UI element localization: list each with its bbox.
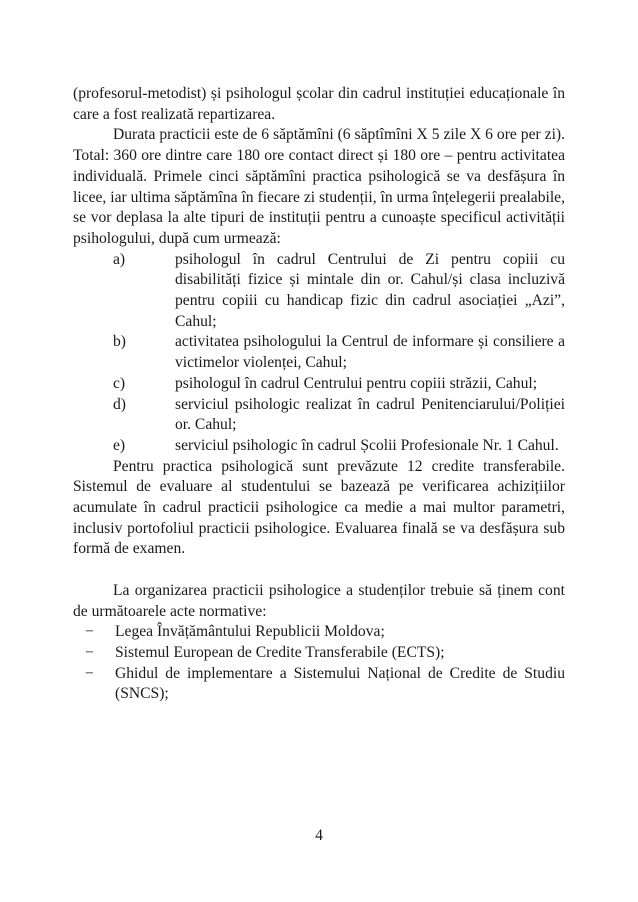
- list-item: [73, 250, 565, 333]
- dash-marker: −: [85, 623, 94, 641]
- page-number: 4: [315, 827, 323, 844]
- list-item-text: serviciul psihologic în cadrul Școlii Profesionale Nr. 1 Cahul.: [175, 436, 559, 454]
- list-item-text: activitatea psihologului la Centrul de informare și consiliere a victimelor violenței, Cahul;: [175, 333, 565, 372]
- list-item: [73, 622, 565, 643]
- list-item: [73, 332, 565, 373]
- paragraph-normative-acts: La organizarea practicii psihologice a studenților trebuie să ținem cont de următoarele acte normative:: [73, 581, 565, 620]
- dash-marker: −: [85, 643, 94, 661]
- list-item-text: Ghidul de implementare a Sistemului Național de Credite de Studiu (SNCS);: [115, 664, 565, 703]
- list-item-text: psihologul în cadrul Centrului de Zi pentru copiii cu disabilități fizice și mintale din or. Cahul/și clasa incluzivă pentru copiii cu handicap fizic din cadrul asociației „Azi”, Cahul;: [175, 250, 565, 330]
- dash-marker: −: [85, 664, 94, 682]
- list-item-text: serviciul psihologic realizat în cadrul Penitenciarului/Poliției or. Cahul;: [175, 395, 565, 434]
- paragraph-continuation: (profesorul-metodist) și psihologul școlar din cadrul instituției educaționale în care a fost realizată repartizarea.: [73, 85, 565, 123]
- normative-acts-list: [73, 622, 565, 705]
- list-item-text: psihologul în cadrul Centrului pentru copiii străzii, Cahul;: [175, 374, 538, 392]
- list-item: [73, 374, 565, 395]
- paragraph-gap: [73, 560, 565, 581]
- list-marker: c): [113, 374, 126, 392]
- list-marker: b): [113, 333, 126, 351]
- list-item: [73, 664, 565, 705]
- list-marker: a): [113, 250, 126, 268]
- list-marker: e): [113, 436, 126, 454]
- list-item-text: Legea Învățământului Republicii Moldova;: [115, 623, 385, 641]
- paragraph-credits: Pentru practica psihologică sunt prevăzute 12 credite transferabile. Sistemul de evaluare al studentului se bazează pe verificarea achizițiilor acumulate în cadrul practicii psihologice ca medie a mai multor parametri, inclusiv portofoliul practicii psihologice. Evaluarea finală se va desfășura sub formă de examen.: [73, 457, 565, 558]
- body-text: [73, 84, 565, 705]
- list-marker: d): [113, 395, 126, 413]
- list-item: [73, 395, 565, 436]
- list-item-text: Sistemul European de Credite Transferabile (ECTS);: [115, 643, 445, 661]
- institution-list: [73, 250, 565, 457]
- list-item: [73, 643, 565, 664]
- paragraph-duration: Durata practicii este de 6 săptămîni (6 săptîmîni X 5 zile X 6 ore per zi). Total: 360 ore dintre care 180 ore contact direct și 180 ore – pentru activitatea individuală. Primele cinci săptămîni practica psihologică se va desfășura în licee, iar ultima săptămîna în fiecare zi studenții, în urma înțelegerii prealabile, se vor deplasa la alte tipuri de instituții pentru a cunoaște specificul activității psihologului, după cum urmează:: [73, 126, 565, 247]
- list-item: [73, 436, 565, 457]
